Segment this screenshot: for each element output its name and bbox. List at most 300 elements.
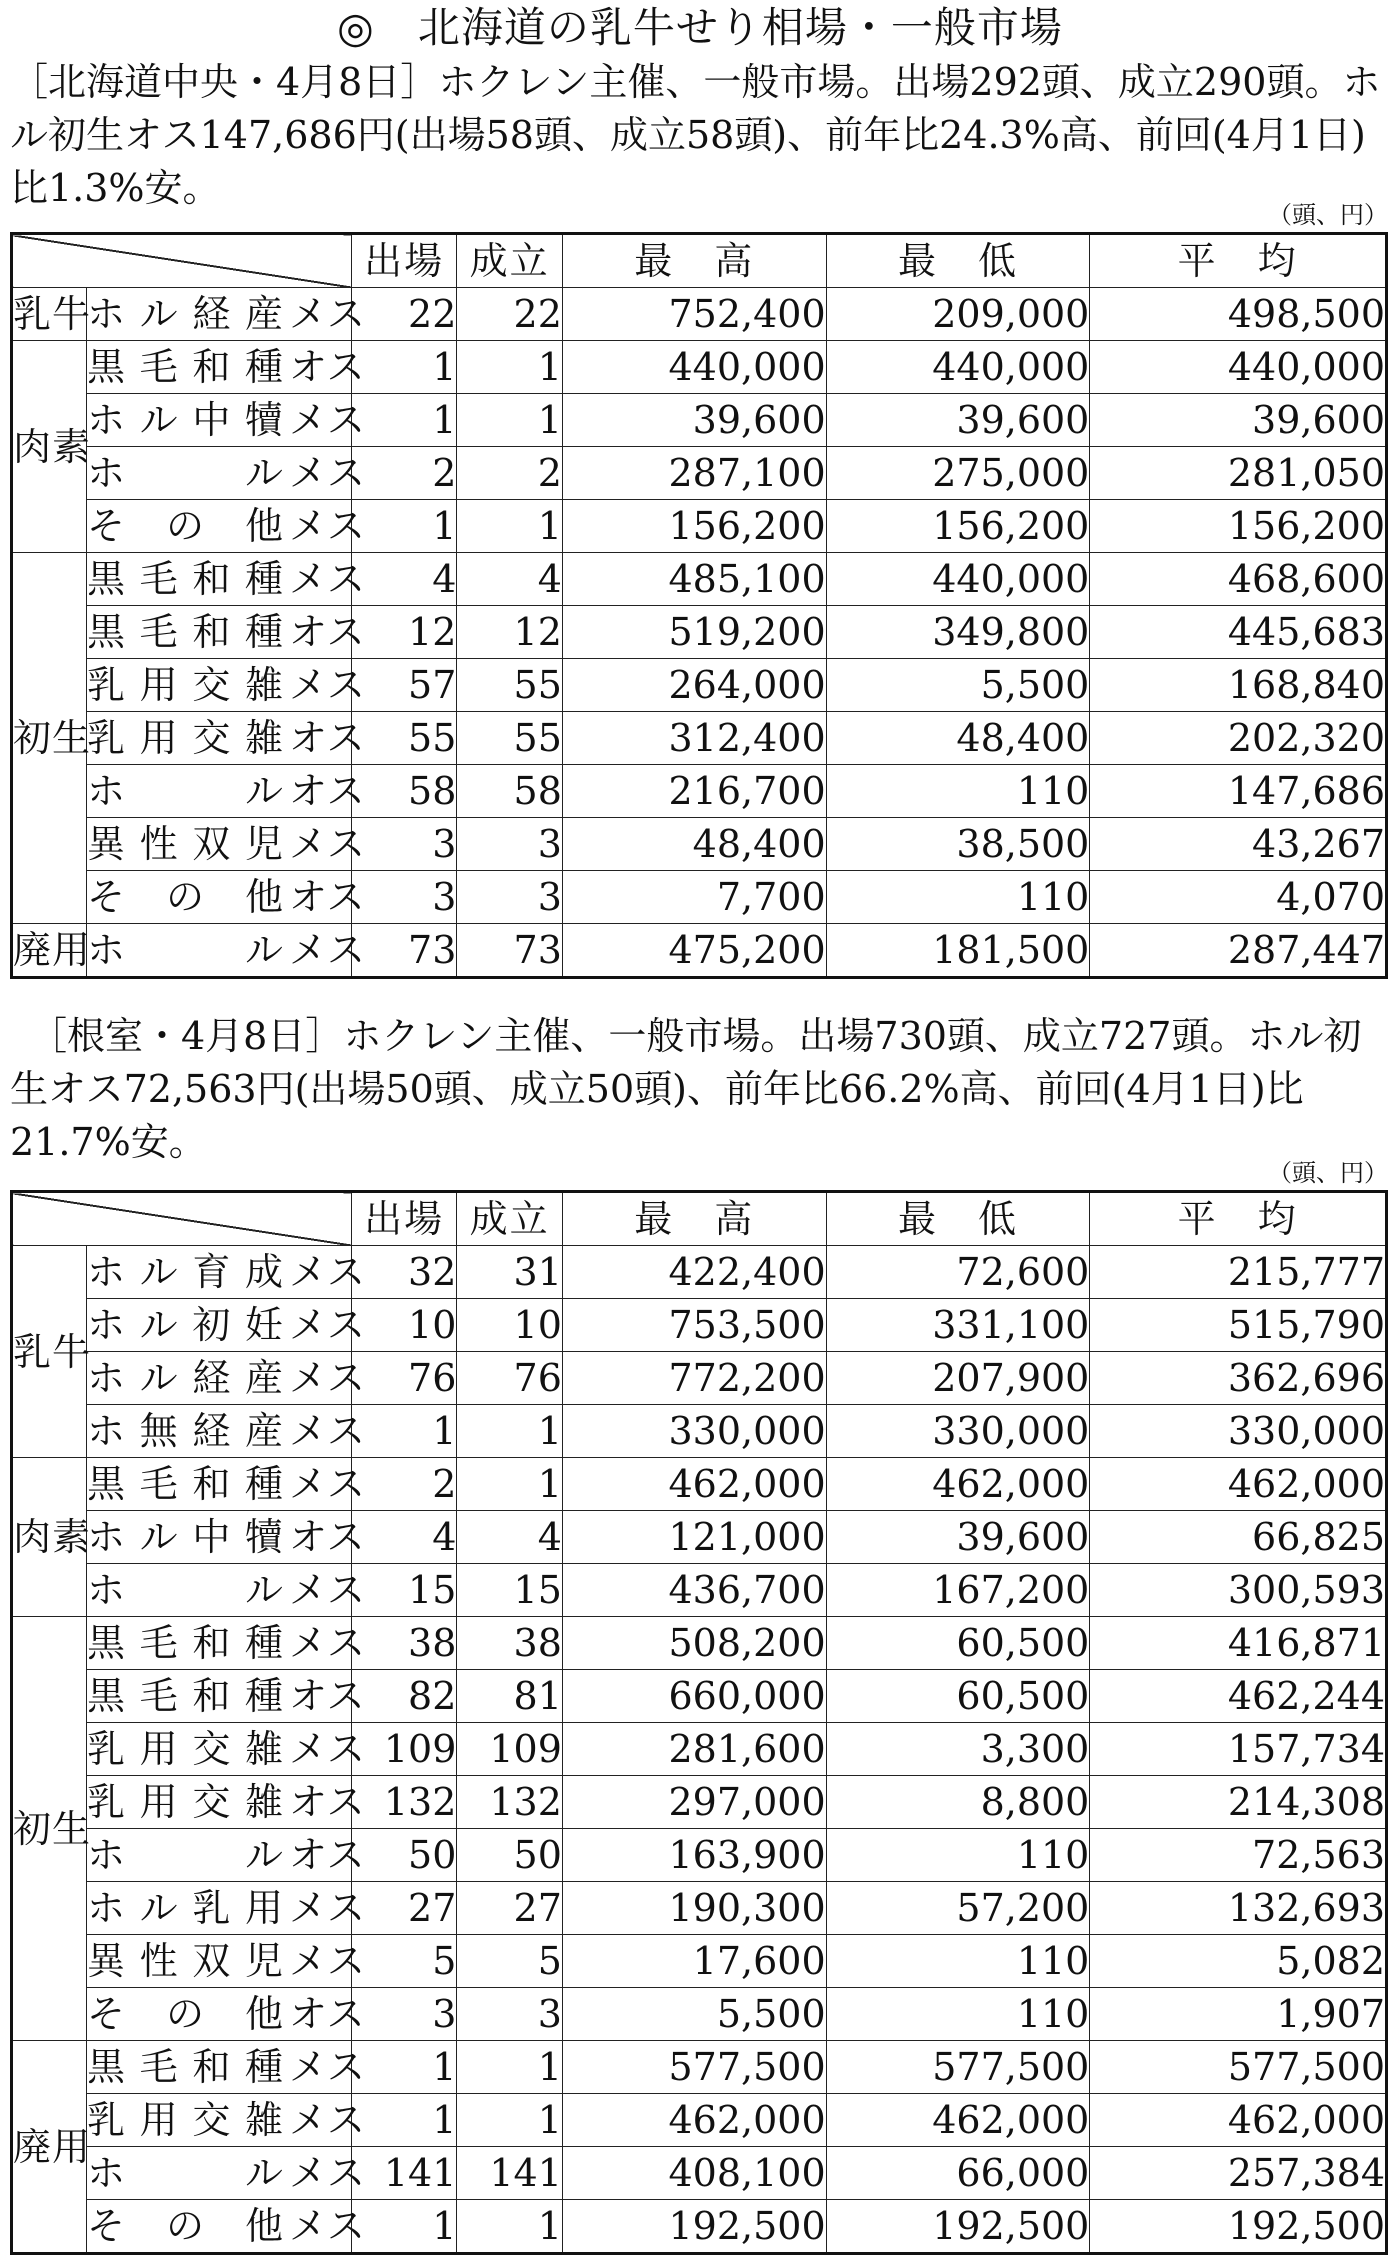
- table-row: [12, 2094, 1387, 2147]
- breed-label: その他: [87, 2204, 284, 2248]
- value-cell: 38,500: [826, 818, 1090, 871]
- value-cell: 10: [457, 1299, 562, 1352]
- value-cell: 4: [457, 553, 562, 606]
- column-header: 最 高: [562, 234, 826, 288]
- value-cell: 81: [457, 1670, 562, 1723]
- value-cell: 436,700: [562, 1564, 826, 1617]
- item-cell: [87, 712, 365, 765]
- table-row: [12, 1935, 1387, 1988]
- value-cell: 422,400: [562, 1246, 826, 1299]
- item-cell: [87, 924, 366, 978]
- value-cell: 468,600: [1090, 553, 1387, 606]
- value-cell: 27: [457, 1882, 562, 1935]
- value-cell: 55: [351, 712, 456, 765]
- value-cell: 312,400: [562, 712, 826, 765]
- value-cell: 462,000: [562, 1458, 826, 1511]
- table-row: [12, 1988, 1387, 2041]
- value-cell: 39,600: [826, 1511, 1090, 1564]
- value-cell: 110: [826, 871, 1090, 924]
- sex-label: メス: [289, 1409, 366, 1453]
- group-label: 乳牛: [12, 1246, 87, 1458]
- breed-label: ホル: [87, 1833, 284, 1877]
- sex-label: メス: [289, 928, 366, 972]
- item-cell: [87, 2200, 366, 2254]
- value-cell: 475,200: [562, 924, 826, 978]
- breed-label: 黒毛和種: [87, 345, 284, 389]
- value-cell: 72,600: [826, 1246, 1090, 1299]
- sex-label: メス: [289, 1886, 366, 1930]
- item-cell: [87, 1246, 366, 1299]
- value-cell: 4: [457, 1511, 562, 1564]
- table-row: [12, 394, 1387, 447]
- value-cell: 1: [457, 394, 562, 447]
- table-row: [12, 659, 1387, 712]
- value-cell: 1: [351, 2200, 456, 2254]
- header-corner-diagonal: [12, 234, 352, 288]
- value-cell: 577,500: [826, 2041, 1090, 2094]
- value-cell: 1: [457, 2094, 562, 2147]
- value-cell: 1: [457, 1405, 562, 1458]
- breed-label: ホル経産: [87, 1356, 284, 1400]
- value-cell: 76: [457, 1352, 562, 1405]
- sex-label: メス: [289, 663, 366, 707]
- value-cell: 141: [351, 2147, 456, 2200]
- value-cell: 109: [351, 1723, 456, 1776]
- item-cell: [87, 2041, 366, 2094]
- item-cell: [87, 1988, 365, 2041]
- group-label: 肉素: [12, 1458, 87, 1617]
- value-cell: 1: [351, 2094, 456, 2147]
- breed-label: ホル: [87, 1568, 284, 1612]
- breed-label: 黒毛和種: [87, 1621, 284, 1665]
- value-cell: 462,000: [562, 2094, 826, 2147]
- value-cell: 287,447: [1090, 924, 1387, 978]
- item-cell: [87, 1564, 366, 1617]
- table-row: [12, 2147, 1387, 2200]
- value-cell: 50: [351, 1829, 456, 1882]
- sex-label: メス: [289, 292, 366, 336]
- item-cell: [87, 659, 366, 712]
- value-cell: 660,000: [562, 1670, 826, 1723]
- breed-label: 異性双児: [87, 822, 284, 866]
- value-cell: 264,000: [562, 659, 826, 712]
- value-cell: 485,100: [562, 553, 826, 606]
- value-cell: 214,308: [1090, 1776, 1387, 1829]
- value-cell: 15: [457, 1564, 562, 1617]
- value-cell: 22: [351, 288, 456, 341]
- item-cell: [87, 341, 365, 394]
- value-cell: 192,500: [826, 2200, 1090, 2254]
- breed-label: その他: [87, 875, 284, 919]
- value-cell: 216,700: [562, 765, 826, 818]
- sex-label: メス: [289, 822, 366, 866]
- value-cell: 215,777: [1090, 1246, 1387, 1299]
- page-title: ◎ 北海道の乳牛せり相場・一般市場: [337, 3, 1063, 52]
- column-header: 成立: [457, 1192, 562, 1246]
- value-cell: 462,000: [1090, 2094, 1387, 2147]
- sex-label: メス: [289, 2045, 366, 2089]
- value-cell: 300,593: [1090, 1564, 1387, 1617]
- table-row: [12, 765, 1387, 818]
- value-cell: 2: [351, 1458, 456, 1511]
- value-cell: 5,500: [826, 659, 1090, 712]
- value-cell: 1: [351, 2041, 456, 2094]
- value-cell: 281,050: [1090, 447, 1387, 500]
- breed-label: ホル: [87, 769, 284, 813]
- breed-label: ホル経産: [87, 292, 284, 336]
- sex-label: メス: [289, 2204, 366, 2248]
- value-cell: 10: [351, 1299, 456, 1352]
- value-cell: 330,000: [826, 1405, 1090, 1458]
- value-cell: 39,600: [1090, 394, 1387, 447]
- group-label: 廃用: [12, 924, 87, 978]
- value-cell: 462,244: [1090, 1670, 1387, 1723]
- sex-label: オス: [289, 875, 365, 919]
- value-cell: 58: [351, 765, 456, 818]
- column-header: 出場: [351, 1192, 456, 1246]
- table-row: [12, 447, 1387, 500]
- item-cell: [87, 1829, 365, 1882]
- table-row: [12, 712, 1387, 765]
- value-cell: 416,871: [1090, 1617, 1387, 1670]
- value-cell: 297,000: [562, 1776, 826, 1829]
- sex-label: オス: [289, 610, 365, 654]
- value-cell: 287,100: [562, 447, 826, 500]
- value-cell: 5: [351, 1935, 456, 1988]
- value-cell: 3: [457, 1988, 562, 2041]
- item-cell: [87, 1352, 366, 1405]
- value-cell: 60,500: [826, 1670, 1090, 1723]
- value-cell: 440,000: [562, 341, 826, 394]
- breed-label: ホル: [87, 928, 284, 972]
- item-cell: [87, 818, 366, 871]
- value-cell: 110: [826, 1829, 1090, 1882]
- value-cell: 202,320: [1090, 712, 1387, 765]
- table-row: [12, 1829, 1387, 1882]
- value-cell: 1: [351, 1405, 456, 1458]
- section1-summary: ［北海道中央・4月8日］ホクレン主催、一般市場。出場292頭、成立290頭。ホル初生オス147,686円(出場58頭、成立58頭)、前年比24.3%高、前回(4月1日)比1.3%安。: [10, 60, 1381, 210]
- breed-label: 黒毛和種: [87, 610, 284, 654]
- value-cell: 5,082: [1090, 1935, 1387, 1988]
- item-cell: [87, 1670, 365, 1723]
- value-cell: 22: [457, 288, 562, 341]
- column-header: 平 均: [1090, 234, 1387, 288]
- value-cell: 498,500: [1090, 288, 1387, 341]
- breed-label: その他: [87, 1992, 284, 2036]
- table-row: [12, 1882, 1387, 1935]
- value-cell: 5: [457, 1935, 562, 1988]
- value-cell: 110: [826, 1935, 1090, 1988]
- value-cell: 109: [457, 1723, 562, 1776]
- value-cell: 1: [351, 341, 456, 394]
- value-cell: 12: [457, 606, 562, 659]
- value-cell: 55: [457, 712, 562, 765]
- table-row: [12, 500, 1387, 553]
- value-cell: 440,000: [826, 553, 1090, 606]
- section2-summary: ［根室・4月8日］ホクレン主催、一般市場。出場730頭、成立727頭。ホル初生オス72,563円(出場50頭、成立50頭)、前年比66.2%高、前回(4月1日)比21.7%安。: [10, 1014, 1362, 1164]
- value-cell: 110: [826, 765, 1090, 818]
- value-cell: 772,200: [562, 1352, 826, 1405]
- value-cell: 72,563: [1090, 1829, 1387, 1882]
- value-cell: 330,000: [1090, 1405, 1387, 1458]
- value-cell: 207,900: [826, 1352, 1090, 1405]
- column-header: 最 高: [562, 1192, 826, 1246]
- value-cell: 27: [351, 1882, 456, 1935]
- value-cell: 39,600: [826, 394, 1090, 447]
- table-row: [12, 1405, 1387, 1458]
- value-cell: 167,200: [826, 1564, 1090, 1617]
- sex-label: メス: [289, 1303, 366, 1347]
- value-cell: 515,790: [1090, 1299, 1387, 1352]
- header-row: [12, 234, 1387, 288]
- value-cell: 408,100: [562, 2147, 826, 2200]
- item-cell: [87, 1511, 365, 1564]
- value-cell: 73: [351, 924, 456, 978]
- value-cell: 60,500: [826, 1617, 1090, 1670]
- value-cell: 3: [457, 871, 562, 924]
- value-cell: 3: [351, 1988, 456, 2041]
- value-cell: 1: [351, 500, 456, 553]
- value-cell: 752,400: [562, 288, 826, 341]
- value-cell: 349,800: [826, 606, 1090, 659]
- value-cell: 181,500: [826, 924, 1090, 978]
- value-cell: 50: [457, 1829, 562, 1882]
- section1-unit-note: （頭、円）: [1268, 201, 1388, 229]
- sex-label: メス: [289, 1621, 366, 1665]
- value-cell: 275,000: [826, 447, 1090, 500]
- value-cell: 110: [826, 1988, 1090, 2041]
- value-cell: 440,000: [826, 341, 1090, 394]
- item-cell: [87, 1458, 366, 1511]
- header-row: [12, 1192, 1387, 1246]
- sex-label: メス: [289, 1462, 366, 1506]
- column-header: 最 低: [826, 1192, 1090, 1246]
- sex-label: メス: [289, 1250, 366, 1294]
- column-header: 最 低: [826, 234, 1090, 288]
- group-label: 初生: [12, 553, 87, 924]
- value-cell: 1: [457, 2200, 562, 2254]
- value-cell: 82: [351, 1670, 456, 1723]
- value-cell: 15: [351, 1564, 456, 1617]
- sex-label: オス: [289, 1515, 365, 1559]
- sex-label: メス: [289, 504, 366, 548]
- value-cell: 519,200: [562, 606, 826, 659]
- group-label: 乳牛: [12, 288, 87, 341]
- sex-label: オス: [289, 1674, 365, 1718]
- table-row: [12, 1617, 1387, 1670]
- header-corner-diagonal: [12, 1192, 352, 1246]
- group-label: 初生: [12, 1617, 87, 2041]
- value-cell: 4: [351, 1511, 456, 1564]
- section2-unit-note: （頭、円）: [1268, 1159, 1388, 1187]
- value-cell: 3: [351, 871, 456, 924]
- value-cell: 58: [457, 765, 562, 818]
- sex-label: メス: [289, 451, 366, 495]
- breed-label: 黒毛和種: [87, 1674, 284, 1718]
- value-cell: 3,300: [826, 1723, 1090, 1776]
- table-row: [12, 606, 1387, 659]
- value-cell: 190,300: [562, 1882, 826, 1935]
- value-cell: 132: [457, 1776, 562, 1829]
- value-cell: 48,400: [562, 818, 826, 871]
- item-cell: [87, 606, 365, 659]
- value-cell: 3: [351, 818, 456, 871]
- item-cell: [87, 1882, 366, 1935]
- value-cell: 157,734: [1090, 1723, 1387, 1776]
- column-header: 出場: [351, 234, 456, 288]
- table-row: [12, 2041, 1387, 2094]
- value-cell: 462,000: [1090, 1458, 1387, 1511]
- breed-label: その他: [87, 504, 284, 548]
- group-label: 肉素: [12, 341, 87, 553]
- value-cell: 12: [351, 606, 456, 659]
- table-row: [12, 553, 1387, 606]
- item-cell: [87, 553, 366, 606]
- value-cell: 168,840: [1090, 659, 1387, 712]
- value-cell: 577,500: [562, 2041, 826, 2094]
- breed-label: ホル: [87, 2151, 284, 2195]
- sex-label: オス: [289, 716, 365, 760]
- sex-label: メス: [289, 557, 366, 601]
- value-cell: 66,000: [826, 2147, 1090, 2200]
- breed-label: ホル中犢: [87, 1515, 284, 1559]
- breed-label: ホル初妊: [87, 1303, 284, 1347]
- breed-label: ホル: [87, 451, 284, 495]
- value-cell: 147,686: [1090, 765, 1387, 818]
- table-row: [12, 1246, 1387, 1299]
- sex-label: メス: [289, 1356, 366, 1400]
- value-cell: 57,200: [826, 1882, 1090, 1935]
- value-cell: 141: [457, 2147, 562, 2200]
- value-cell: 1,907: [1090, 1988, 1387, 2041]
- value-cell: 1: [351, 394, 456, 447]
- table-row: [12, 1723, 1387, 1776]
- value-cell: 1: [457, 341, 562, 394]
- value-cell: 1: [457, 1458, 562, 1511]
- table-row: [12, 2200, 1387, 2254]
- item-cell: [87, 500, 366, 553]
- value-cell: 192,500: [562, 2200, 826, 2254]
- value-cell: 440,000: [1090, 341, 1387, 394]
- item-cell: [87, 288, 366, 341]
- table-row: [12, 1458, 1387, 1511]
- item-cell: [87, 1299, 366, 1352]
- value-cell: 31: [457, 1246, 562, 1299]
- breed-label: 乳用交雑: [87, 1780, 284, 1824]
- value-cell: 156,200: [826, 500, 1090, 553]
- item-cell: [87, 1776, 365, 1829]
- item-cell: [87, 2094, 366, 2147]
- value-cell: 38: [351, 1617, 456, 1670]
- column-header: 成立: [457, 234, 562, 288]
- value-cell: 1: [457, 500, 562, 553]
- sex-label: メス: [289, 398, 366, 442]
- value-cell: 8,800: [826, 1776, 1090, 1829]
- value-cell: 462,000: [826, 2094, 1090, 2147]
- value-cell: 331,100: [826, 1299, 1090, 1352]
- table-row: [12, 1564, 1387, 1617]
- item-cell: [87, 1723, 366, 1776]
- value-cell: 121,000: [562, 1511, 826, 1564]
- value-cell: 577,500: [1090, 2041, 1387, 2094]
- item-cell: [87, 871, 365, 924]
- breed-label: 乳用交雑: [87, 663, 284, 707]
- item-cell: [87, 1405, 366, 1458]
- table-row: [12, 818, 1387, 871]
- group-label: 廃用: [12, 2041, 87, 2254]
- item-cell: [87, 447, 366, 500]
- breed-label: 黒毛和種: [87, 2045, 284, 2089]
- value-cell: 445,683: [1090, 606, 1387, 659]
- value-cell: 753,500: [562, 1299, 826, 1352]
- sex-label: メス: [289, 2151, 366, 2195]
- value-cell: 4,070: [1090, 871, 1387, 924]
- sex-label: メス: [289, 1727, 366, 1771]
- item-cell: [87, 1617, 366, 1670]
- value-cell: 330,000: [562, 1405, 826, 1458]
- breed-label: ホル中犢: [87, 398, 284, 442]
- sex-label: オス: [289, 1992, 365, 2036]
- value-cell: 3: [457, 818, 562, 871]
- value-cell: 163,900: [562, 1829, 826, 1882]
- value-cell: 5,500: [562, 1988, 826, 2041]
- table-row: [12, 1670, 1387, 1723]
- value-cell: 66,825: [1090, 1511, 1387, 1564]
- value-cell: 462,000: [826, 1458, 1090, 1511]
- sex-label: メス: [289, 1939, 366, 1983]
- sex-label: オス: [289, 1780, 365, 1824]
- value-cell: 39,600: [562, 394, 826, 447]
- item-cell: [87, 394, 366, 447]
- sex-label: オス: [289, 1833, 365, 1877]
- value-cell: 281,600: [562, 1723, 826, 1776]
- value-cell: 4: [351, 553, 456, 606]
- value-cell: 43,267: [1090, 818, 1387, 871]
- value-cell: 2: [351, 447, 456, 500]
- value-cell: 32: [351, 1246, 456, 1299]
- section1-price-table: [10, 232, 1388, 979]
- breed-label: 黒毛和種: [87, 557, 284, 601]
- value-cell: 57: [351, 659, 456, 712]
- breed-label: 黒毛和種: [87, 1462, 284, 1506]
- value-cell: 73: [457, 924, 562, 978]
- value-cell: 508,200: [562, 1617, 826, 1670]
- value-cell: 2: [457, 447, 562, 500]
- value-cell: 209,000: [826, 288, 1090, 341]
- sex-label: オス: [289, 769, 365, 813]
- table-row: [12, 341, 1387, 394]
- breed-label: ホ無経産: [87, 1409, 284, 1453]
- table-row: [12, 1511, 1387, 1564]
- value-cell: 132: [351, 1776, 456, 1829]
- table-row: [12, 1299, 1387, 1352]
- table-row: [12, 924, 1387, 978]
- value-cell: 17,600: [562, 1935, 826, 1988]
- breed-label: 乳用交雑: [87, 2098, 284, 2142]
- breed-label: ホル乳用: [87, 1886, 284, 1930]
- value-cell: 38: [457, 1617, 562, 1670]
- value-cell: 132,693: [1090, 1882, 1387, 1935]
- value-cell: 55: [457, 659, 562, 712]
- sex-label: メス: [289, 1568, 366, 1612]
- value-cell: 76: [351, 1352, 456, 1405]
- column-header: 平 均: [1090, 1192, 1387, 1246]
- item-cell: [87, 1935, 366, 1988]
- sex-label: メス: [289, 2098, 366, 2142]
- value-cell: 1: [457, 2041, 562, 2094]
- section2-price-table: [10, 1190, 1388, 2255]
- table-row: [12, 1352, 1387, 1405]
